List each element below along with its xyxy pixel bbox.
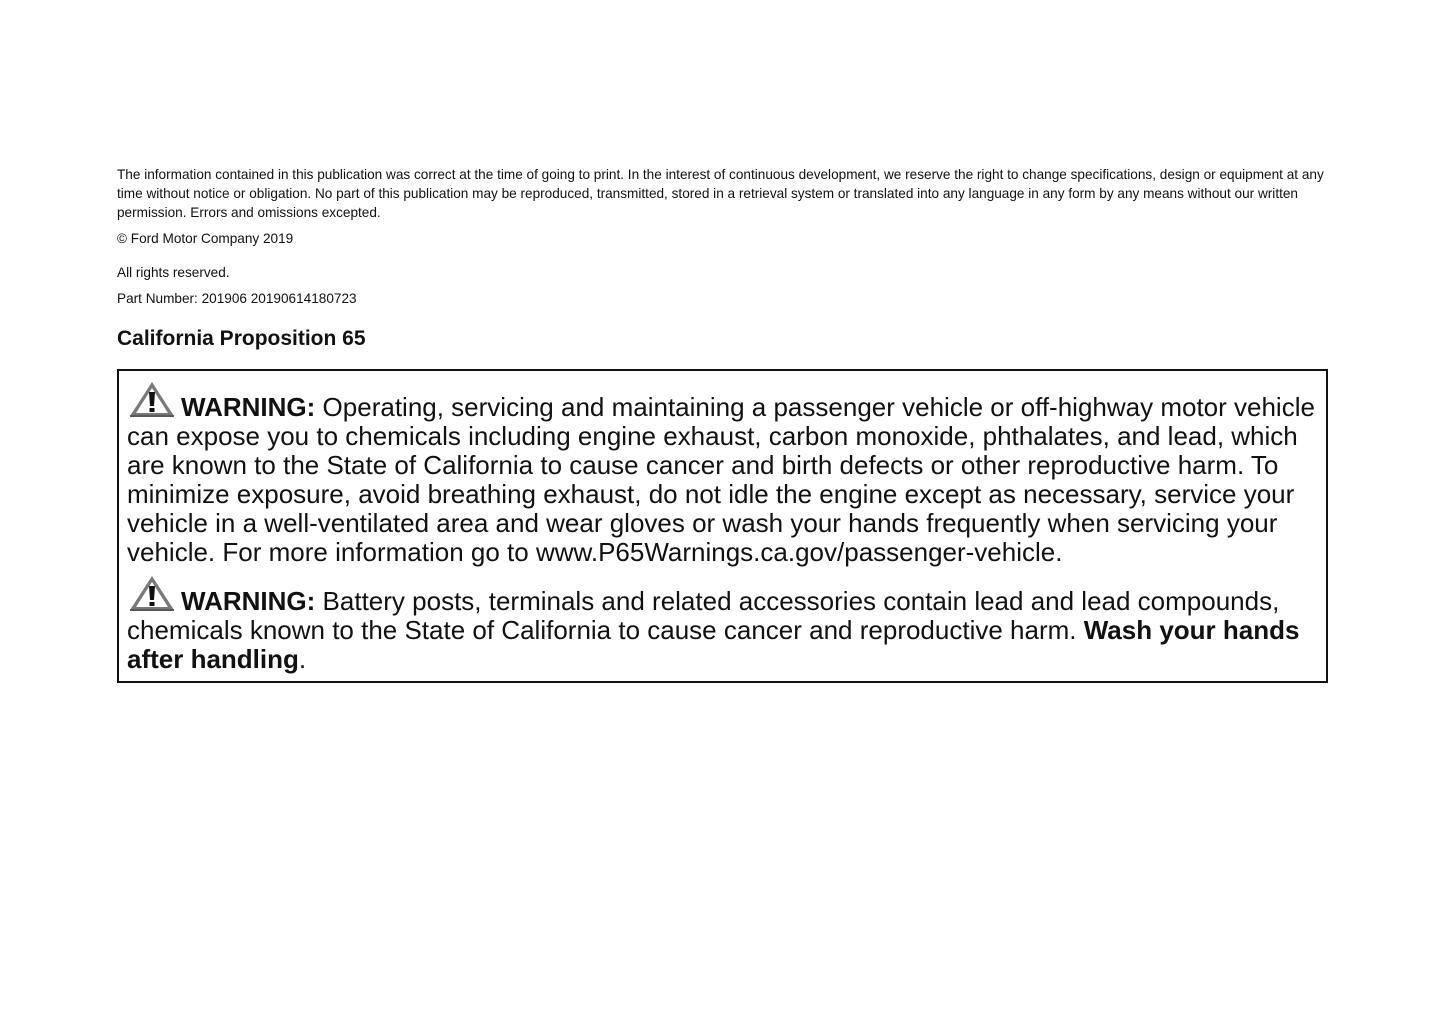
copyright-text: © Ford Motor Company 2019 [117,231,294,246]
rights-text: All rights reserved. [117,265,230,280]
warning-label: WARNING: [181,586,316,616]
warning-paragraph [127,573,1320,674]
warning-label: WARNING: [181,392,316,422]
warning-bold-text: Wash your hands after handling [127,615,1300,674]
section-heading: California Proposition 65 [117,327,366,350]
warning-text: Battery posts, terminals and related accessories contain lead and lead compounds, chemicals known to the State of California to cause cancer and reproductive harm. [127,586,1280,645]
warning-text: Operating, servicing and maintaining a passenger vehicle or off-highway motor vehicle can expose you to chemicals including engine exhaust, carbon monoxide, phthalates, and lead, which are known to the State of California to cause cancer and birth defects or other reproductive harm. To minimize exposure, avoid breathing exhaust, do not idle the engine except as necessary, service your vehicle in a well-ventilated area and wear gloves or wash your hands frequently when servicing your vehicle. For more information go to www.P65Warnings.ca.gov/passenger-vehicle. [127,392,1315,567]
warning-triangle-icon [127,573,177,613]
part-number: Part Number: 201906 20190614180723 [117,291,357,306]
disclaimer-text: The information contained in this publication was correct at the time of going to print. In the interest of continuous development, we reserve the right to change specifications, design or equipment at any time without notice or obligation. No part of this publication may be reproduced, transmitted, stored in a retrieval system or translated into any language in any form by any means without our written permission. Errors and omissions excepted. [117,167,1324,220]
warning-paragraph [127,379,1320,567]
warning-end-punctuation: . [298,644,307,674]
warning-triangle-icon [127,379,177,419]
warning-box [117,369,1328,683]
document-page [117,165,1328,683]
